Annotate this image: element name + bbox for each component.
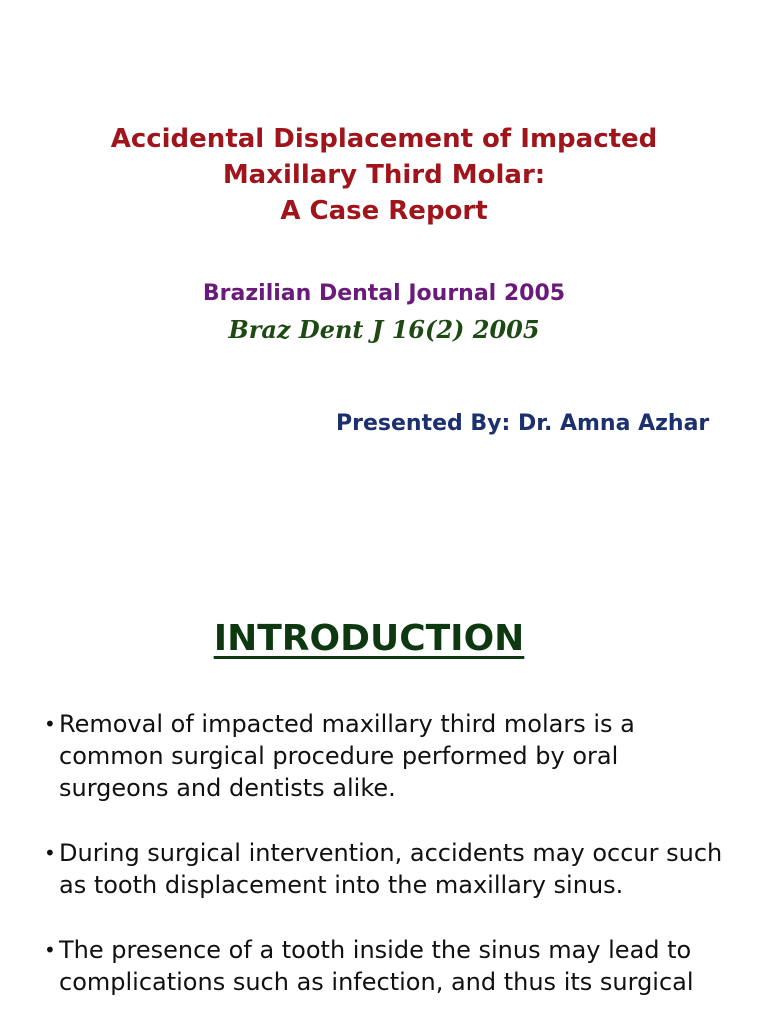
introduction-heading: INTRODUCTION	[213, 618, 525, 659]
bullet-text: Removal of impacted maxillary third molars is a common surgical procedure performed by oral surgeons and dentists alike.	[59, 710, 635, 802]
bullet-text: During surgical intervention, accidents may occur such as tooth displacement into the maxillary sinus.	[59, 839, 723, 899]
bullet-marker: •	[44, 712, 56, 736]
bullet-marker: •	[44, 841, 56, 865]
title-line-2: Maxillary Third Molar:	[222, 160, 546, 190]
presenter-credit: Presented By: Dr. Amna Azhar	[336, 411, 710, 436]
journal-name: Brazilian Dental Journal 2005	[202, 281, 566, 306]
journal-citation: Braz Dent J 16(2) 2005	[228, 315, 540, 344]
title-line-1: Accidental Displacement of Impacted	[110, 124, 658, 154]
title-line-3: A Case Report	[280, 196, 488, 226]
bullet-item	[44, 934, 734, 998]
bullet-item	[44, 708, 734, 804]
bullet-marker: •	[44, 938, 56, 962]
bullet-text: The presence of a tooth inside the sinus may lead to complications such as infection, and thus its surgical	[59, 936, 694, 996]
introduction-slide	[0, 590, 768, 1024]
bullet-item	[44, 837, 734, 901]
presentation-title	[60, 121, 708, 229]
introduction-bullet-list	[44, 708, 734, 1024]
